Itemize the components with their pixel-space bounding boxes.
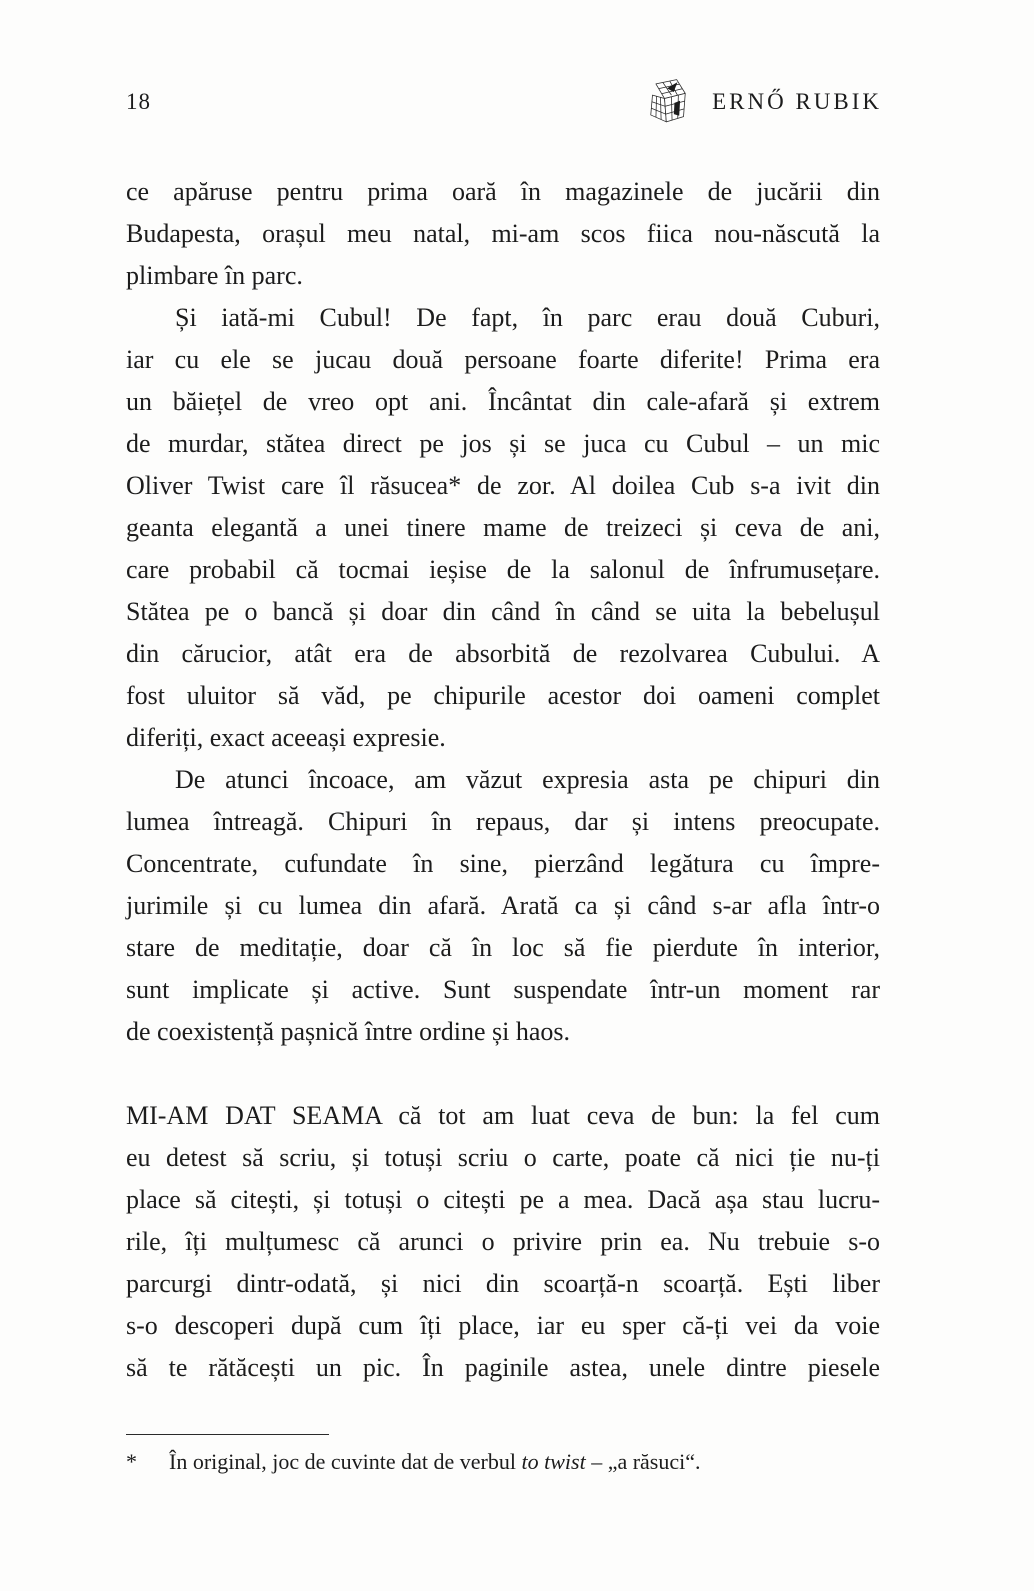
- text-line: din cărucior, atât era de absorbită de rezolvarea Cubului. A: [126, 639, 880, 668]
- text-line: rile, îți mulțumesc că arunci o privire prin ea. Nu trebuie s-o: [126, 1227, 880, 1256]
- paragraph: [126, 1095, 880, 1389]
- footnote-text-segment: În original, joc de cuvinte dat de verbul: [169, 1449, 522, 1474]
- rubiks-cube-icon: [642, 77, 694, 127]
- text-line: jurimile și cu lumea din afară. Arată ca și când s-ar afla într-o: [126, 891, 880, 920]
- footnote-rule: [126, 1434, 329, 1435]
- text-line: Concentrate, cufundate în sine, pierzând legătura cu împre-: [126, 849, 880, 878]
- text-line: de coexistență pașnică între ordine și haos.: [126, 1017, 571, 1046]
- text-line: de murdar, stătea direct pe jos și se juca cu Cubul – un mic: [126, 429, 880, 458]
- body-text: [126, 171, 880, 1389]
- footnote-marker: *: [126, 1449, 137, 1474]
- footnote-italic-term: to twist: [521, 1449, 586, 1474]
- paragraph: [126, 297, 880, 759]
- text-line: parcurgi dintr-odată, și nici din scoarță-n scoarță. Ești liber: [126, 1269, 880, 1298]
- text-line: Oliver Twist care îl răsucea* de zor. Al doilea Cub s-a ivit din: [126, 471, 880, 500]
- text-line: fost uluitor să văd, pe chipurile acestor doi oameni complet: [126, 681, 880, 710]
- paragraph: [126, 759, 880, 1053]
- text-line: un băiețel de vreo opt ani. Încântat din cale-afară și extrem: [126, 387, 880, 416]
- text-line: eu detest să scriu, și totuși scriu o carte, poate că nici ție nu-ți: [126, 1143, 880, 1172]
- text-line: MI-AM DAT SEAMA că tot am luat ceva de bun: la fel cum: [126, 1101, 880, 1130]
- text-line: plimbare în parc.: [126, 261, 303, 290]
- text-line: De atunci încoace, am văzut expresia asta pe chipuri din: [175, 765, 880, 794]
- text-line: place să citești, și totuși o citești pe a mea. Dacă așa stau lucru-: [126, 1185, 880, 1214]
- footnote-text-segment: – „a răsuci“.: [585, 1449, 701, 1474]
- text-line: sunt implicate și active. Sunt suspendate într-un moment rar: [126, 975, 880, 1004]
- text-line: Stătea pe o bancă și doar din când în când se uita la bebelușul: [126, 597, 880, 626]
- text-line: geanta elegantă a unei tinere mame de treizeci și ceva de ani,: [126, 513, 880, 542]
- running-head: [642, 77, 882, 127]
- paragraph: [126, 171, 880, 297]
- text-line: Budapesta, orașul meu natal, mi-am scos fiica nou-născută la: [126, 219, 880, 248]
- page-header: [126, 76, 882, 128]
- page-number: 18: [126, 89, 151, 114]
- text-line: s-o descoperi după cum îți place, iar eu sper că-ți vei da voie: [126, 1311, 880, 1340]
- text-line: stare de meditație, doar că în loc să fie pierdute în interior,: [126, 933, 880, 962]
- footnote-line: [126, 1446, 880, 1478]
- text-line: ce apăruse pentru prima oară în magazinele de jucării din: [126, 177, 880, 206]
- text-line: Și iată-mi Cubul! De fapt, în parc erau două Cuburi,: [175, 303, 880, 332]
- author-name: ERNŐ RUBIK: [712, 89, 882, 114]
- text-line: lumea întreagă. Chipuri în repaus, dar și intens preocupate.: [126, 807, 880, 836]
- text-line: să te rătăcești un pic. În paginile astea, unele dintre piesele: [126, 1353, 880, 1382]
- text-line: iar cu ele se jucau două persoane foarte diferite! Prima era: [126, 345, 880, 374]
- text-line: diferiți, exact aceeași expresie.: [126, 723, 446, 752]
- footnote-text: [169, 1446, 701, 1478]
- text-line: care probabil că tocmai ieșise de la salonul de înfrumusețare.: [126, 555, 880, 584]
- footnote: [126, 1434, 880, 1478]
